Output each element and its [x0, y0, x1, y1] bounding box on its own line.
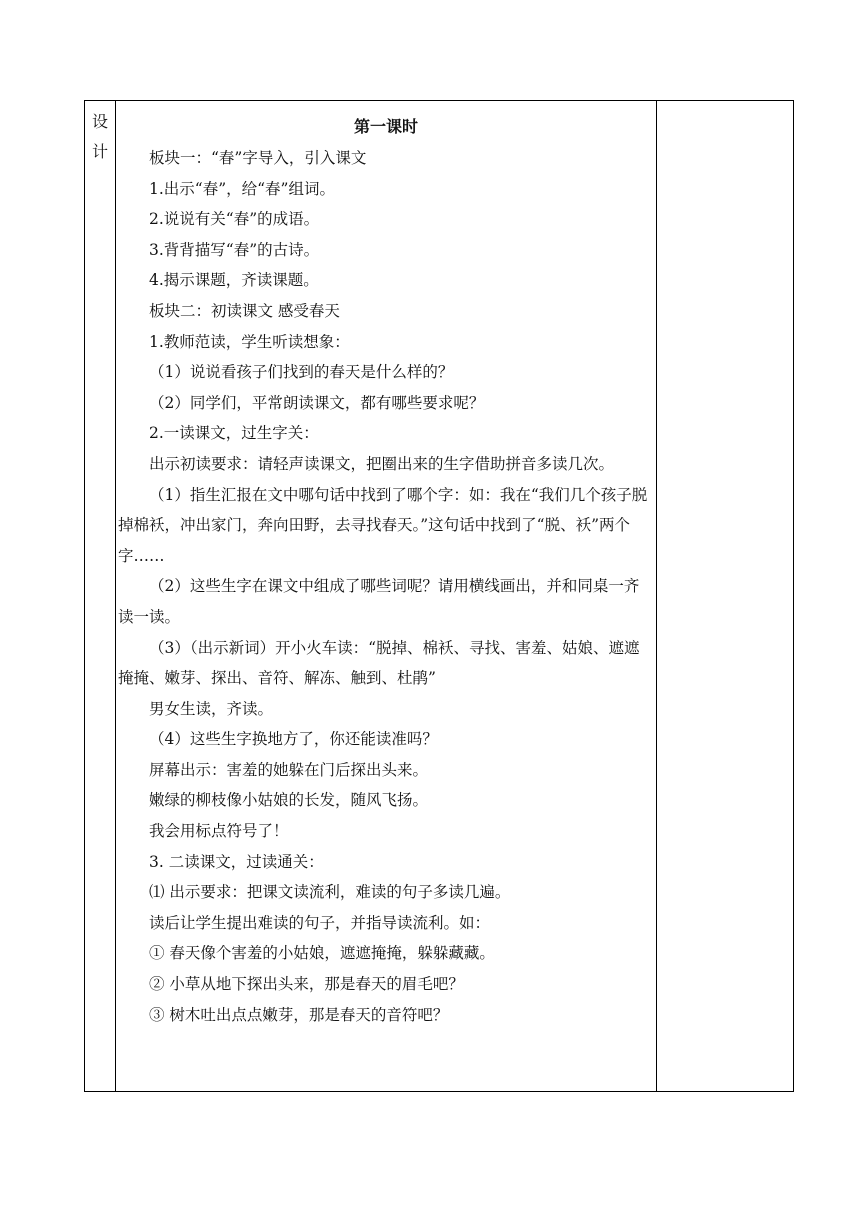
content-line: （2）这些生字在课文中组成了哪些词呢？请用横线画出，并和同桌一齐读一读。 [118, 577, 640, 626]
content-line: 2.一读课文，过生字关： [149, 424, 319, 443]
content-line: 2.说说有关“春”的成语。 [149, 210, 320, 229]
content-line: ⑴ 出示要求：把课文读流利，难读的句子多读几遍。 [149, 883, 511, 902]
content-cell [116, 101, 657, 1092]
content-line: 1.教师范读，学生听读想象： [149, 332, 350, 351]
content-line: 板块二：初读课文 感受春天 [149, 301, 340, 320]
content-line: 3.背背描写“春”的古诗。 [149, 240, 320, 259]
content-line: ③ 树木吐出点点嫩芽，那是春天的音符吧？ [149, 1005, 449, 1024]
content-line: 4.揭示课题，齐读课题。 [149, 271, 319, 290]
section-title: 第一课时 [353, 117, 418, 136]
content-body [116, 101, 656, 1030]
content-line: （2）同学们，平常朗读课文，都有哪些要求呢？ [149, 393, 485, 412]
side-label-char-2: 计 [91, 142, 108, 161]
side-label-char-1: 设 [91, 112, 108, 131]
side-label-cell [85, 101, 116, 1092]
content-line: ② 小草从地下探出头来，那是春天的眉毛吧？ [149, 975, 464, 994]
content-line: ① 春天像个害羞的小姑娘，遮遮掩掩，躲躲藏藏。 [149, 944, 495, 963]
content-line: 屏幕出示：害羞的她躲在门后探出头来。 [149, 760, 429, 779]
notes-cell [657, 101, 794, 1092]
content-line: （4）这些生字换地方了，你还能读准吗？ [149, 730, 438, 749]
table-row [85, 101, 794, 1092]
content-line: 嫩绿的柳枝像小姑娘的长发，随风飞扬。 [149, 791, 429, 810]
content-lines [118, 143, 654, 1030]
content-line: （1）指生汇报在文中哪句话中找到了哪个字：如：我在“我们几个孩子脱掉棉袄，冲出家门，奔向田野，去寻找春天。”这句话中找到了“脱、袄”两个字…… [118, 485, 648, 565]
content-line: （3）（出示新词）开小火车读：“脱掉、棉袄、寻找、害羞、姑娘、遮遮掩掩、嫩芽、探出、音符、解冻、触到、杜鹃” [118, 638, 640, 688]
content-line: 1.出示“春”，给“春”组词。 [149, 179, 335, 198]
content-line: 板块一：“春”字导入，引入课文 [149, 149, 367, 167]
content-line: 男女生读，齐读。 [149, 699, 274, 718]
side-label [85, 101, 115, 167]
content-line: 3. 二读课文，过读通关： [149, 852, 324, 871]
content-line: 我会用标点符号了！ [149, 822, 289, 841]
content-line: 出示初读要求：请轻声读课文，把圈出来的生字借助拼音多读几次。 [149, 454, 615, 473]
content-line: （1）说说看孩子们找到的春天是什么样的？ [149, 363, 454, 382]
content-line: 读后让学生提出难读的句子，并指导读流利。如： [149, 913, 491, 932]
lesson-plan-table [84, 100, 794, 1092]
